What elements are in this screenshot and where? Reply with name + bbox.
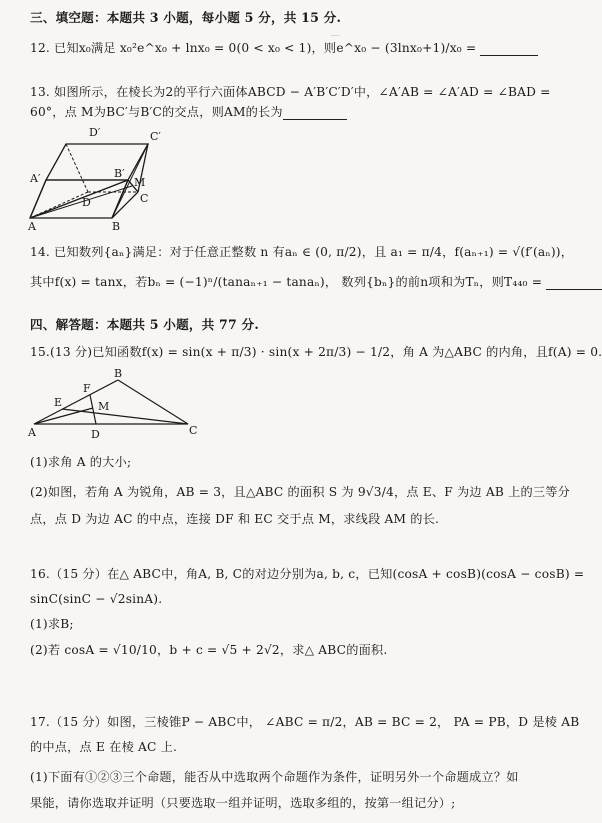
q12-answer-blank — [480, 43, 538, 56]
q12-text — [30, 41, 538, 56]
segment-AM — [34, 408, 93, 424]
label-F: F — [83, 382, 91, 395]
label-D-prime: D′ — [89, 126, 101, 139]
q16-line2: sinC(sinC − √2sinA). — [30, 592, 163, 606]
q16-line1: 16.（15 分）在△ ABC中，角A, B, C的对边分别为a, b, c，已知(cosA + cosB)(cosA − cosB) = — [30, 567, 585, 581]
label-C-prime: C′ — [150, 130, 161, 143]
q13-line2 — [30, 105, 347, 120]
label-D: D — [82, 196, 91, 209]
q17-line2: 的中点，点 E 在棱 AC 上. — [30, 740, 178, 754]
q14-statement: 其中f(x) = tanx，若bₙ = (−1)ⁿ/(tanaₙ₊₁ − tanaₙ)， 数列{bₙ}的前n项和为Tₙ，则T₄₄₀ = — [30, 275, 547, 289]
q17-line4: 果能，请你选取并证明（只要选取一组并证明，选取多组的，按第一组记分）; — [30, 796, 456, 810]
label-C: C — [189, 424, 198, 437]
label-B-prime: B′ — [114, 167, 125, 180]
q15-part1: (1)求角 A 的大小; — [30, 455, 132, 469]
label-A: A — [28, 220, 36, 233]
q15-part2-line2: 点，点 D 为边 AC 的中点，连接 DF 和 EC 交于点 M，求线段 AM 的长. — [30, 512, 440, 526]
label-B: B — [112, 220, 121, 233]
bleed-through-text: — — [330, 30, 340, 41]
section4-heading: 四、解答题：本题共 5 小题，共 77 分. — [30, 317, 259, 332]
q17-line3: (1)下面有①②③三个命题，能否从中选取两个命题作为条件，证明另外一个命题成立？如 — [30, 770, 519, 784]
q13-line1: 13. 如图所示，在棱长为2的平行六面体ABCD − A′B′C′D′中，∠A′AB = ∠A′AD = ∠BAD = — [30, 85, 551, 99]
label-E: E — [54, 396, 63, 409]
q14-line1: 14. 已知数列{aₙ}满足：对于任意正整数 n 有aₙ ∈ (0, π/2)，且 a₁ = π/4，f(aₙ₊₁) = √(f′(aₙ))， — [30, 245, 574, 259]
q14-line2 — [30, 275, 602, 290]
figure-triangle — [28, 368, 198, 443]
q13-answer-blank — [283, 107, 347, 120]
q13-statement: 60°，点 M为BC′与B′C的交点，则AM的长为 — [30, 105, 283, 119]
section3-heading: 三、填空题：本题共 3 小题，每小题 5 分，共 15 分. — [30, 10, 342, 25]
label-B: B — [114, 367, 123, 380]
label-M: M — [134, 176, 146, 189]
q15-part2-line1: (2)如图，若角 A 为锐角，AB = 3，且△ABC 的面积 S 为 9√3/4，点 E、F 为边 AB 上的三等分 — [30, 485, 571, 499]
figure-parallelepiped — [28, 122, 178, 232]
label-A: A — [28, 426, 36, 439]
q17-line1: 17.（15 分）如图，三棱锥P − ABC中， ∠ABC = π/2，AB = BC = 2， PA = PB，D 是棱 AB — [30, 715, 580, 729]
label-C: C — [140, 192, 149, 205]
q14-answer-blank — [546, 277, 602, 290]
q15-line1: 15.(13 分)已知函数f(x) = sin(x + π/3) · sin(x + 2π/3) − 1/2，角 A 为△ABC 的内角，且f(A) = 0. — [30, 345, 602, 359]
label-M: M — [98, 400, 110, 413]
q16-part2: (2)若 cosA = √10/10，b + c = √5 + 2√2，求△ ABC的面积. — [30, 643, 388, 657]
label-A-prime: A′ — [30, 172, 41, 185]
q16-part1: (1)求B; — [30, 617, 74, 631]
q12-statement: 12. 已知x₀满足 x₀²e^x₀ + lnx₀ = 0(0 < x₀ < 1)，则e^x₀ − (3lnx₀+1)/x₀ = — [30, 41, 481, 55]
segment-DF — [90, 395, 96, 424]
label-D: D — [91, 428, 100, 441]
